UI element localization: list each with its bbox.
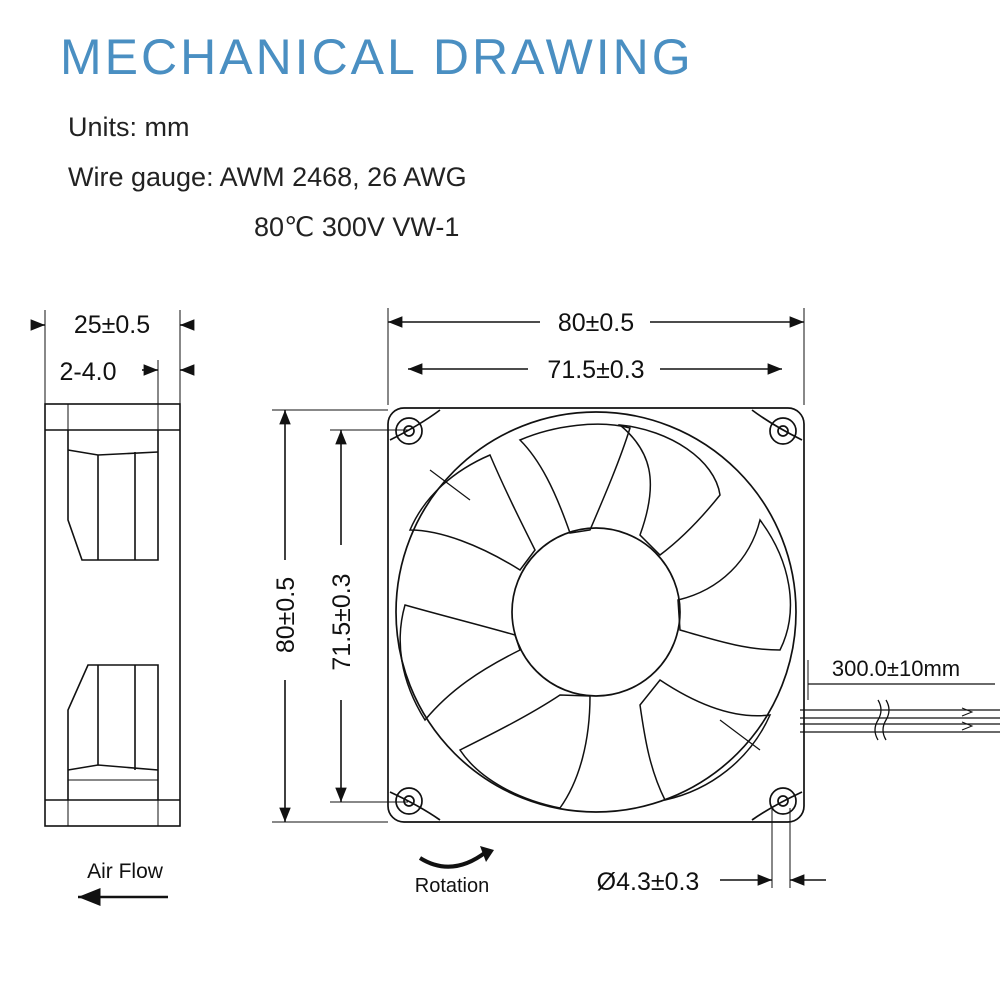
- airflow-label: Air Flow: [87, 860, 163, 883]
- fan-blades: [400, 424, 790, 808]
- cable: [800, 700, 1000, 740]
- wire-rating-label: 80℃ 300V VW-1: [254, 212, 460, 242]
- depth-dim-text: 25±0.5: [73, 311, 151, 339]
- fan-hub: [512, 528, 680, 696]
- hole-spacing-dim-text: 71.5±0.3: [547, 356, 645, 384]
- height-dim-text: 80±0.5: [272, 576, 300, 654]
- page-title: MECHANICAL DRAWING: [60, 29, 694, 85]
- wire-gauge-label: Wire gauge: AWM 2468, 26 AWG: [68, 162, 467, 192]
- mount-hole-top-right: [770, 418, 796, 444]
- flange-dimension: [142, 360, 192, 404]
- flange-dim-text: 2-4.0: [59, 358, 117, 386]
- mount-hole-top-left: [396, 418, 422, 444]
- fan-front-view: [388, 408, 1000, 822]
- units-label: Units: mm: [68, 112, 190, 142]
- hole-diameter-dim-text: Ø4.3±0.3: [596, 868, 700, 896]
- rotation-arrow-icon: [420, 846, 494, 867]
- width-dim-text: 80±0.5: [557, 309, 635, 337]
- hole-spacing-vertical-dim-text: 71.5±0.3: [328, 573, 356, 671]
- hole-diameter-dimension: [720, 808, 826, 888]
- rotation-label: Rotation: [414, 875, 490, 897]
- side-view: [32, 310, 192, 897]
- cable-length-dim-text: 300.0±10mm: [831, 656, 961, 681]
